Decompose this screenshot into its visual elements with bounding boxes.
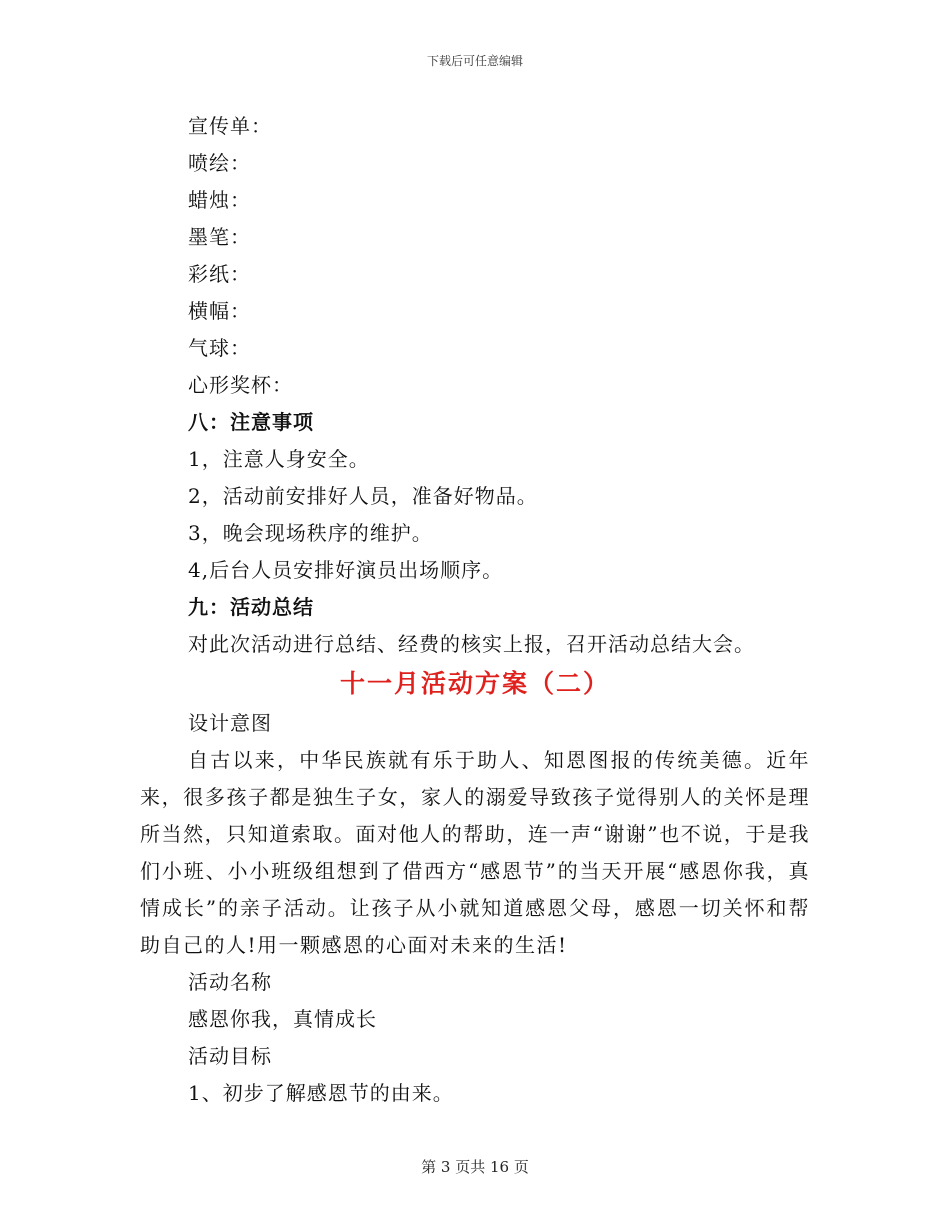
summary-text: 对此次活动进行总结、经费的核实上报，召开活动总结大会。 — [188, 632, 755, 656]
activity-name-label: 活动名称 — [188, 970, 272, 994]
activity-goal-label: 活动目标 — [188, 1044, 272, 1068]
material-item: 彩纸： — [188, 262, 251, 286]
material-item: 喷绘： — [188, 151, 251, 175]
activity-name-text: 感恩你我，真情成长 — [188, 1007, 377, 1031]
design-paragraph: 自古以来，中华民族就有乐于助人、知恩图报的传统美德。近年来，很多孩子都是独生子女，家人的溺爱导致孩子觉得别人的关怀是理所当然，只知道索取。面对他人的帮助，连一声“谢谢”也不说，于是我们小班、小小班级组想到了借西方“感恩节”的当天开展“感恩你我，真情成长”的亲子活动。让孩子从小就知道感恩父母，感恩一切关怀和帮助自己的人!用一颗感恩的心面对未来的生活! — [140, 748, 810, 957]
page-footer: 第 3 页共 16 页 — [421, 1158, 529, 1176]
plan-title: 十一月活动方案（二） — [339, 669, 610, 698]
section-heading-summary: 九：活动总结 — [188, 595, 314, 619]
material-item: 墨笔： — [188, 225, 251, 249]
page-header: 下载后可任意编辑 — [426, 54, 523, 68]
materials-list — [140, 108, 810, 404]
notes-item: 4,后台人员安排好演员出场顺序。 — [188, 558, 504, 582]
material-item: 横幅： — [188, 299, 251, 323]
notes-item: 2，活动前安排好人员，准备好物品。 — [188, 484, 538, 508]
design-label: 设计意图 — [188, 711, 272, 735]
material-item: 心形奖杯： — [188, 373, 293, 397]
document-body — [140, 108, 810, 1112]
material-item: 宣传单： — [188, 114, 272, 138]
activity-goal-item: 1、初步了解感恩节的由来。 — [188, 1081, 454, 1105]
material-item: 蜡烛： — [188, 188, 251, 212]
material-item: 气球： — [188, 336, 251, 360]
notes-item: 3，晚会现场秩序的维护。 — [188, 521, 433, 545]
section-heading-notes: 八：注意事项 — [188, 410, 314, 434]
notes-item: 1，注意人身安全。 — [188, 447, 370, 471]
